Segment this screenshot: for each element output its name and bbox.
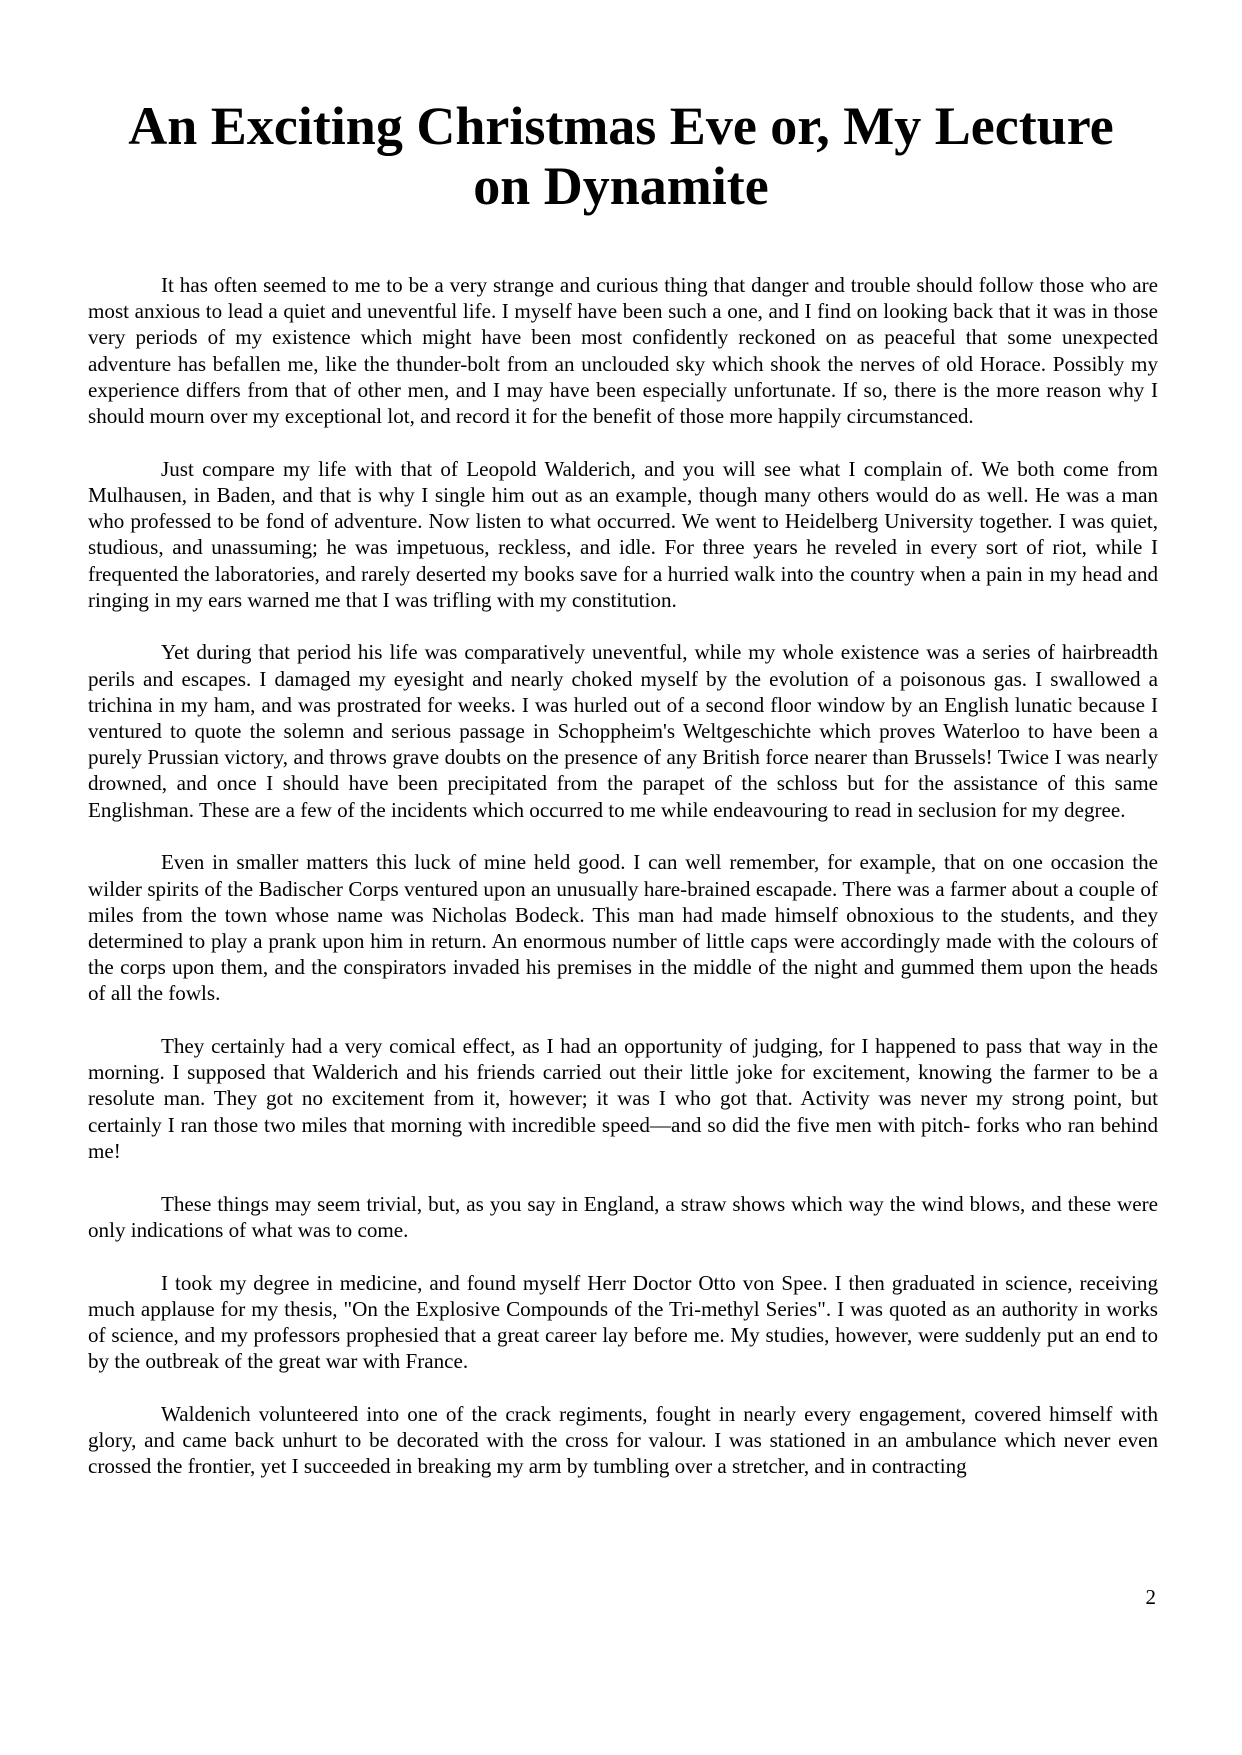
paragraph-6: These things may seem trivial, but, as you say in England, a straw shows which way the wind blows, and these were only indications of what was to come. [88, 1191, 1158, 1242]
paragraph-8: Waldenich volunteered into one of the crack regiments, fought in nearly every engagement, covered himself with glory, and came back unhurt to be decorated with the cross for valour. I was stationed in an ambulance which never even crossed the frontier, yet I succeeded in breaking my arm by tumbling over a stretcher, and in contracting [88, 1401, 1158, 1479]
paragraph-4: Even in smaller matters this luck of mine held good. I can well remember, for example, that on one occasion the wilder spirits of the Badischer Corps ventured upon an unusually hare-brained escapade. There was a farmer about a couple of miles from the town whose name was Nicholas Bodeck. This man had made himself obnoxious to the students, and they determined to play a prank upon him in return. An enormous number of little caps were accordingly made with the colours of the corps upon them, and the conspirators invaded his premises in the middle of the night and gummed them upon the heads of all the fowls. [88, 850, 1158, 1006]
body-text [88, 272, 1158, 1506]
paragraph-5: They certainly had a very comical effect, as I had an opportunity of judging, for I happened to pass that way in the morning. I supposed that Walderich and his friends carried out their little joke for excitement, knowing the farmer to be a resolute man. They got no excitement from it, however; it was I who got that. Activity was never my strong point, but certainly I ran those two miles that morning with incredible speed—and so did the five men with pitch- forks who ran behind me! [88, 1034, 1158, 1163]
page-title: An Exciting Christmas Eve or, My Lecture on Dynamite [128, 96, 1114, 216]
page-number: 2 [1145, 1585, 1156, 1609]
paragraph-7: I took my degree in medicine, and found myself Herr Doctor Otto von Spee. I then graduated in science, receiving much applause for my thesis, "On the Explosive Compounds of the Tri-methyl Series". I was quoted as an authority in works of science, and my professors prophesied that a great career lay before me. My studies, however, were suddenly put an end to by the outbreak of the great war with France. [88, 1270, 1158, 1374]
paragraph-3: Yet during that period his life was comparatively uneventful, while my whole existence was a series of hairbreadth perils and escapes. I damaged my eyesight and nearly choked myself by the evolution of a poisonous gas. I swallowed a trichina in my ham, and was prostrated for weeks. I was hurled out of a second floor window by an English lunatic because I ventured to quote the solemn and serious passage in Schoppheim's Weltgeschichte which proves Waterloo to have been a purely Prussian victory, and throws grave doubts on the presence of any British force nearer than Brussels! Twice I was nearly drowned, and once I should have been precipitated from the parapet of the schloss but for the assistance of this same Englishman. These are a few of the incidents which occurred to me while endeavouring to read in seclusion for my degree. [88, 640, 1158, 822]
paragraph-1: It has often seemed to me to be a very strange and curious thing that danger and trouble should follow those who are most anxious to lead a quiet and uneventful life. I myself have been such a one, and I find on looking back that it was in those very periods of my existence which might have been most confidently reckoned on as peaceful that some unexpected adventure has befallen me, like the thunder-bolt from an unclouded sky which shook the nerves of old Horace. Possibly my experience differs from that of other men, and I may have been especially unfortunate. If so, there is the more reason why I should mourn over my exceptional lot, and record it for the benefit of those more happily circumstanced. [88, 273, 1158, 429]
paragraph-2: Just compare my life with that of Leopold Walderich, and you will see what I complain of. We both come from Mulhausen, in Baden, and that is why I single him out as an example, though many others would do as well. He was a man who professed to be fond of adventure. Now listen to what occurred. We went to Heidelberg University together. I was quiet, studious, and unassuming; he was impetuous, reckless, and idle. For three years he reveled in every sort of riot, while I frequented the laboratories, and rarely deserted my books save for a hurried walk into the country when a pain in my head and ringing in my ears warned me that I was trifling with my constitution. [88, 456, 1158, 612]
